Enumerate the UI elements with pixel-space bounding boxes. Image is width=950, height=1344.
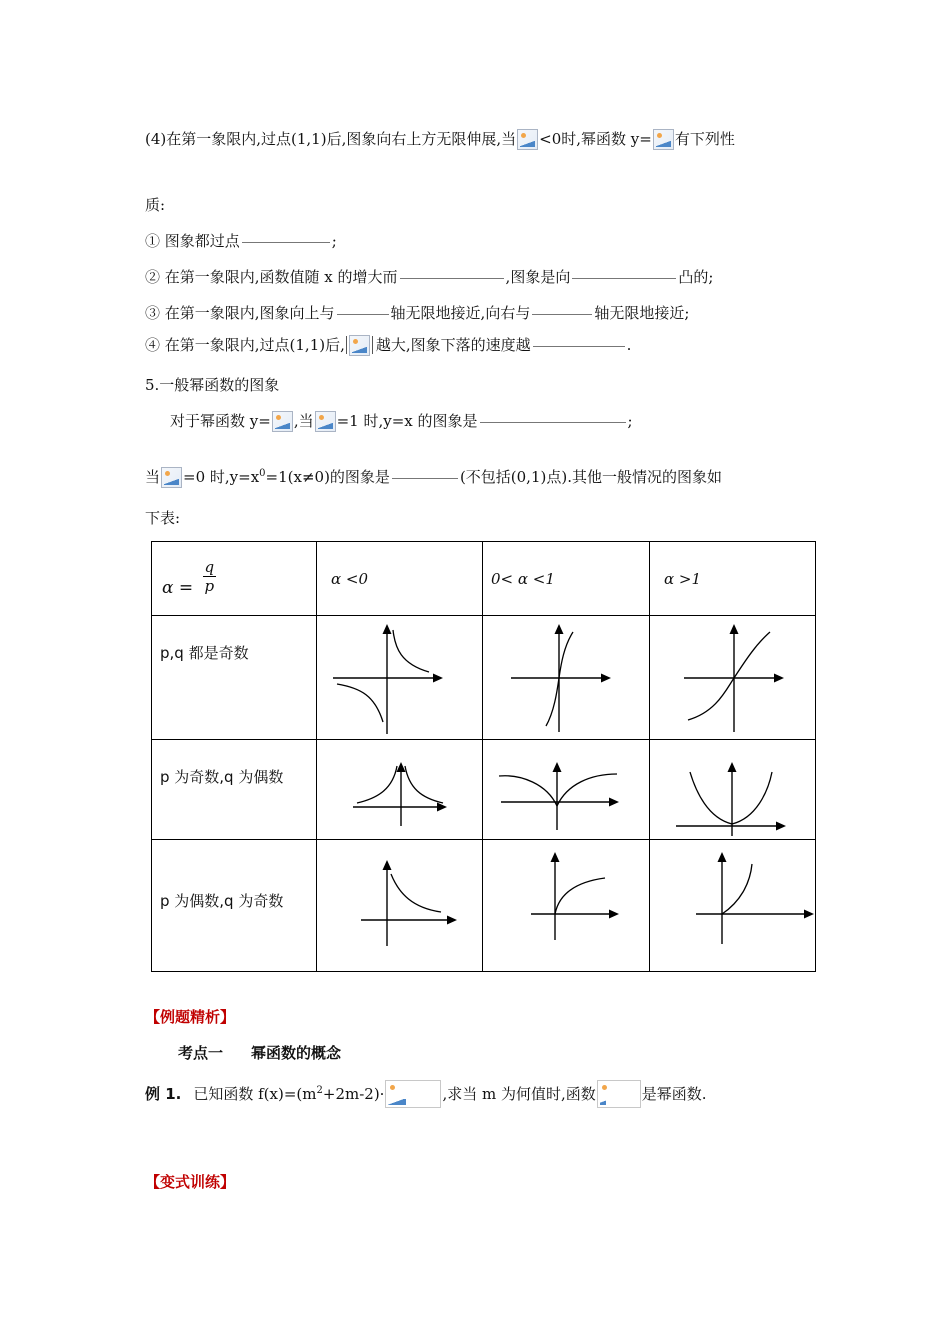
function-image-icon xyxy=(597,1080,641,1108)
graph-svg xyxy=(483,616,650,740)
header-col-alpha-negative xyxy=(317,542,483,616)
power-function-image-icon xyxy=(272,411,293,432)
variant-training-heading: 【变式训练】 xyxy=(145,1173,236,1191)
para4-text-c: 有下列性 xyxy=(674,130,735,148)
fill-blank xyxy=(400,278,504,279)
superscript-two: 2 xyxy=(316,1085,323,1096)
example-1-text-d: 是幂函数. xyxy=(641,1085,707,1103)
fill-blank xyxy=(337,314,389,315)
alpha-image-icon xyxy=(349,335,370,356)
section5-line1-a: 对于幂函数 y= xyxy=(170,412,271,430)
power-function-table xyxy=(151,541,816,972)
header-alpha-cell xyxy=(152,542,317,616)
section5-line2-c: =1(x≠0)的图象是 xyxy=(265,468,390,486)
property-3 xyxy=(145,302,689,323)
graph-odd-even-greater xyxy=(650,740,816,840)
graph-svg xyxy=(483,740,650,840)
section5-line1-b: ,当 xyxy=(293,412,314,430)
section5-line3: 下表: xyxy=(145,509,181,527)
alpha-equals: α = xyxy=(162,578,194,598)
header-col-alpha-greater xyxy=(650,542,816,616)
graph-even-odd-negative xyxy=(317,840,483,972)
fill-blank xyxy=(242,242,330,243)
row-label-text: p 为偶数,q 为奇数 xyxy=(160,892,284,910)
graph-svg xyxy=(650,840,816,970)
section5-line1 xyxy=(170,410,633,432)
fill-blank xyxy=(532,314,592,315)
property-4-text-c: . xyxy=(626,336,632,354)
row-label-odd-even xyxy=(152,740,317,840)
fill-blank xyxy=(572,278,676,279)
property-1-end: ; xyxy=(331,232,337,250)
fraction-numerator: q xyxy=(204,558,215,576)
graph-odd-odd-greater xyxy=(650,616,816,740)
header-text: 0< α <1 xyxy=(491,570,555,588)
power-function-image-icon xyxy=(653,129,674,150)
row-label-text: p 为奇数,q 为偶数 xyxy=(160,768,284,786)
property-4-text-a: ④ 在第一象限内,过点(1,1)后, xyxy=(145,336,345,354)
section5-line2-b: =0 时,y=x xyxy=(183,468,260,486)
row-label-text: p,q 都是奇数 xyxy=(160,644,249,662)
abs-bar-left xyxy=(346,336,347,354)
kaodian-label: 考点一 xyxy=(178,1044,224,1062)
header-col-alpha-between xyxy=(483,542,650,616)
graph-odd-even-between xyxy=(483,740,650,840)
example-1-text-b: +2m-2)· xyxy=(322,1085,385,1103)
property-3-text-a: ③ 在第一象限内,图象向上与 xyxy=(145,304,335,322)
graph-svg xyxy=(483,840,650,970)
graph-even-odd-greater xyxy=(650,840,816,972)
section5-line1-c: =1 时,y=x 的图象是 xyxy=(336,412,478,430)
graph-odd-even-negative xyxy=(317,740,483,840)
example-section-heading: 【例题精析】 xyxy=(145,1008,236,1026)
para4-line2: 质: xyxy=(145,196,166,214)
section5-line2 xyxy=(145,466,722,488)
exponent-image-icon xyxy=(385,1080,441,1108)
example-1-text-a: 已知函数 f(x)=(m xyxy=(193,1085,317,1103)
graph-svg xyxy=(650,616,816,740)
graph-odd-odd-negative xyxy=(317,616,483,740)
fraction-denominator: p xyxy=(204,577,215,595)
section5-line2-a: 当 xyxy=(145,468,161,486)
fill-blank xyxy=(480,422,626,423)
row-label-even-odd xyxy=(152,840,317,972)
kaodian-line xyxy=(178,1042,341,1063)
alpha-image-icon xyxy=(161,467,182,488)
graph-odd-odd-between xyxy=(483,616,650,740)
property-4 xyxy=(145,334,631,356)
property-4-text-b: 越大,图象下落的速度越 xyxy=(375,336,531,354)
property-3-text-c: 轴无限地接近; xyxy=(594,304,690,322)
section5-title: 5.一般幂函数的图象 xyxy=(145,376,280,394)
fill-blank xyxy=(533,346,625,347)
section5-line2-d: (不包括(0,1)点).其他一般情况的图象如 xyxy=(459,468,722,486)
property-2-text-c: 凸的; xyxy=(678,268,714,286)
example-1-label: 例 1. xyxy=(145,1085,182,1103)
property-3-text-b: 轴无限地接近,向右与 xyxy=(390,304,531,322)
header-text: α >1 xyxy=(664,570,702,588)
alpha-image-icon xyxy=(517,129,538,150)
header-text: α <0 xyxy=(331,570,369,588)
superscript-zero: 0 xyxy=(259,468,266,479)
para4-text-b: <0时,幂函数 y= xyxy=(539,130,652,148)
graph-svg xyxy=(317,840,483,970)
section5-line1-d: ; xyxy=(627,412,633,430)
graph-svg xyxy=(317,740,483,840)
abs-bar-right xyxy=(372,336,373,354)
para4-line1 xyxy=(145,128,735,150)
property-1-text: ① 图象都过点 xyxy=(145,232,240,250)
para4-text-a: (4)在第一象限内,过点(1,1)后,图象向右上方无限伸展,当 xyxy=(145,130,517,148)
kaodian-title: 幂函数的概念 xyxy=(251,1044,342,1062)
example-1-text-c: ,求当 m 为何值时,函数 xyxy=(442,1085,596,1103)
alpha-image-icon xyxy=(315,411,336,432)
fill-blank xyxy=(392,478,458,479)
property-2-text-b: ,图象是向 xyxy=(505,268,571,286)
fraction xyxy=(203,558,217,595)
alpha-fraction xyxy=(162,558,216,598)
row-label-odd-odd xyxy=(152,616,317,740)
property-2 xyxy=(145,266,713,287)
example-1 xyxy=(145,1080,707,1108)
graph-svg xyxy=(650,740,816,840)
property-1 xyxy=(145,230,337,251)
property-2-text-a: ② 在第一象限内,函数值随 x 的增大而 xyxy=(145,268,398,286)
graph-svg xyxy=(317,616,483,740)
graph-even-odd-between xyxy=(483,840,650,972)
